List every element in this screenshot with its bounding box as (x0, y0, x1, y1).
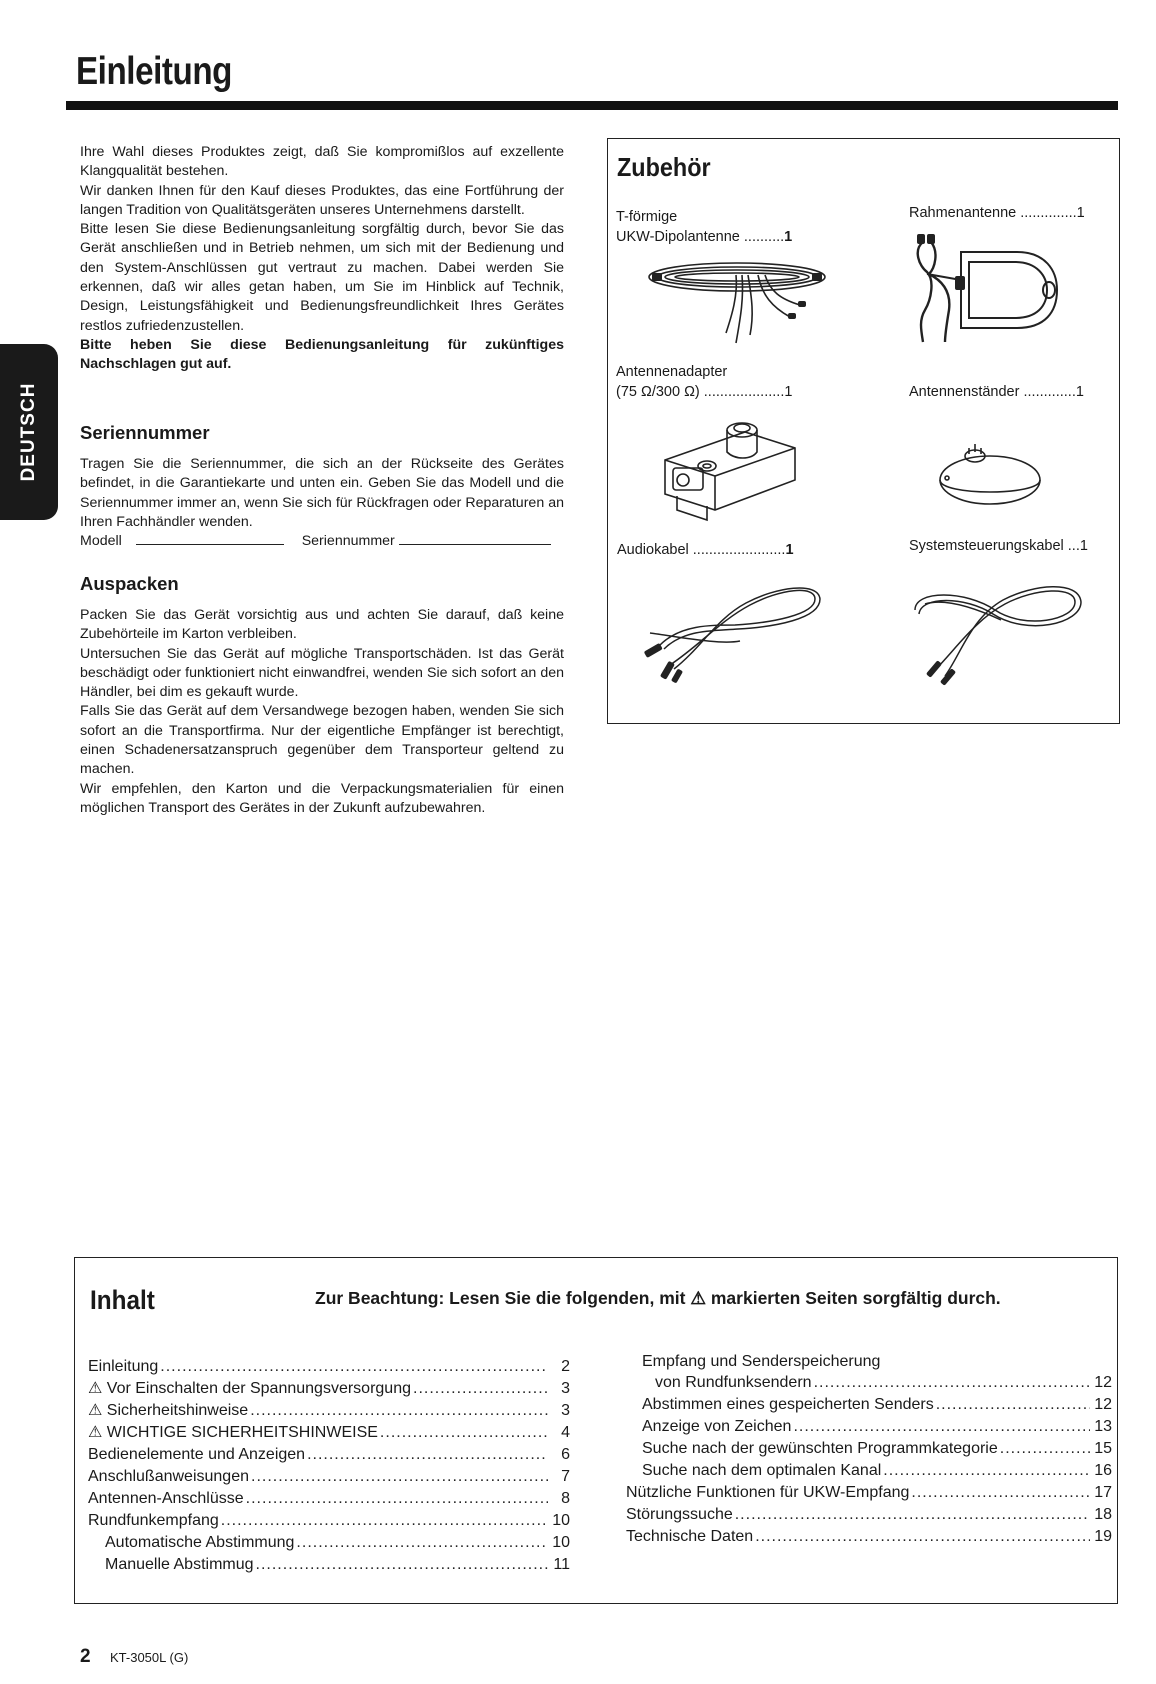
serial-section (80, 455, 564, 551)
toc-entry[interactable]: von Rundfunksendern ..... 12 (655, 1373, 1112, 1393)
accessory-loop-antenna-label: Rahmenantenne ..............1 (909, 205, 1085, 221)
system-control-cable-image (905, 580, 1090, 690)
toc-title: Inhalt (90, 1285, 155, 1315)
model-field[interactable] (136, 544, 284, 545)
intro-paragraph-3: Bitte lesen Sie diese Bedienungsanleitung sorgfältig durch, bevor Sie das Gerät anschließen und in Betrieb nehmen, um sich mit der Bedienung und den System-Anschlüssen gut vertraut zu machen. Dabei werden Sie erkennen, daß wir alles getan haben, um Sie im Hinblick auf Technik, Design, Leistungsfähigkeit und Bedienungsfreundlichkeit Ihres Gerätes restlos zufriedenzustellen. (80, 221, 564, 334)
intro-section (80, 143, 564, 375)
language-tab-label: DEUTSCH (18, 382, 39, 482)
antenna-adapter-image (655, 410, 805, 530)
language-tab (0, 344, 58, 520)
toc-entry[interactable]: Automatische Abstimmung ..... 10 (105, 1533, 570, 1553)
audio-cable-image (640, 585, 825, 695)
toc-entry[interactable]: Nützliche Funktionen für UKW-Empfang ..... 17 (626, 1483, 1112, 1503)
intro-paragraph-bold: Bitte heben Sie diese Bedienungsanleitung für zukünftiges Nachschlagen gut auf. (80, 336, 564, 373)
toc-entry[interactable]: Antennen-Anschlüsse ..... 8 (88, 1489, 570, 1509)
accessory-fm-antenna-label: T-förmige UKW-Dipolantenne ..........1 (616, 209, 793, 245)
toc-entry[interactable]: Anschlußanweisungen ..... 7 (88, 1467, 570, 1487)
accessory-antenna-adapter-label: Antennenadapter (75 Ω/300 Ω) ....................1 (616, 364, 793, 400)
serial-fill-line (80, 532, 564, 551)
serial-text: Tragen Sie die Seriennummer, die sich an der Rückseite des Gerätes befindet, in die Garantiekarte und unten ein. Geben Sie das Modell und die Seriennummer immer an, wenn Sie sich für Rückfragen oder Reparaturen an Ihren Fachhändler wenden. (80, 456, 564, 530)
serial-heading: Seriennummer (80, 422, 210, 443)
toc-entry[interactable]: Einleitung ..... 2 (88, 1357, 570, 1377)
serial-number-field[interactable] (399, 544, 551, 545)
fm-dipole-antenna-image (640, 255, 835, 350)
unpack-section (80, 606, 564, 818)
footer-model: KT-3050L (G) (110, 1650, 189, 1665)
accessory-audio-cable-label: Audiokabel .......................1 (617, 542, 794, 558)
toc-entry[interactable]: Störungssuche ..... 18 (626, 1505, 1112, 1525)
toc-entry[interactable]: Rundfunkempfang ..... 10 (88, 1511, 570, 1531)
unpack-paragraph-3: Falls Sie das Gerät auf dem Versandwege bezogen haben, wenden Sie sich sofort an die Transportfirma. Nur der eigentliche Empfänger ist berechtigt, einen Schadenersatzanspruch gegenüber dem Transporteur geltend zu machen. (80, 703, 564, 778)
model-label: Modell (80, 533, 122, 550)
unpack-heading: Auspacken (80, 573, 179, 594)
toc-entry[interactable]: Bedienelemente und Anzeigen ..... 6 (88, 1445, 570, 1465)
toc-entry[interactable]: ⚠ Vor Einschalten der Spannungsversorgung ..... 3 (88, 1379, 570, 1399)
toc-entry[interactable]: Technische Daten ..... 19 (626, 1527, 1112, 1547)
accessory-system-cable-label: Systemsteuerungskabel ...1 (909, 538, 1088, 554)
toc-note: Zur Beachtung: Lesen Sie die folgenden, mit ⚠ markierten Seiten sorgfältig durch. (315, 1288, 1001, 1308)
antenna-stand-image (935, 440, 1045, 510)
toc-entry[interactable]: Empfang und Senderspeicherung (642, 1353, 881, 1370)
page-title: Einleitung (76, 50, 232, 93)
unpack-paragraph-4: Wir empfehlen, den Karton und die Verpackungsmaterialien für einen möglichen Transport des Gerätes in der Zukunft aufzubewahren. (80, 780, 564, 816)
unpack-paragraph-2: Untersuchen Sie das Gerät auf mögliche Transportschäden. Ist das Gerät beschädigt oder funktioniert nicht einwandfrei, wenden Sie sich sofort an den Händler, bei dim es gekauft wurde. (80, 645, 564, 701)
intro-paragraph-2: Wir danken Ihnen für den Kauf dieses Produktes, das eine Fortführung der langen Tradition von Qualitätsgeräten unseres Unternehmens darstellt. (80, 182, 564, 218)
toc-entry[interactable]: Suche nach dem optimalen Kanal ..... 16 (642, 1461, 1112, 1481)
toc-entry[interactable]: Suche nach der gewünschten Programmkategorie ..... 15 (642, 1439, 1112, 1459)
toc-entry[interactable]: ⚠ WICHTIGE SICHERHEITSHINWEISE ..... 4 (88, 1423, 570, 1443)
accessory-antenna-stand-label: Antennenständer .............1 (909, 384, 1084, 400)
toc-entry[interactable]: ⚠ Sicherheitshinweise ..... 3 (88, 1401, 570, 1421)
footer-page-number: 2 (80, 1646, 91, 1667)
intro-paragraph-1: Ihre Wahl dieses Produktes zeigt, daß Sie kompromißlos auf exzellente Klangqualität bestehen. (80, 144, 564, 180)
toc-entry[interactable]: Anzeige von Zeichen ..... 13 (642, 1417, 1112, 1437)
loop-antenna-image (905, 230, 1065, 345)
unpack-paragraph-1: Packen Sie das Gerät vorsichtig aus und achten Sie darauf, daß keine Zubehörteile im Karton verbleiben. (80, 607, 564, 643)
toc-entry[interactable]: Manuelle Abstimmug ..... 11 (105, 1555, 570, 1575)
serial-number-label: Seriennummer (301, 533, 395, 550)
title-rule (66, 101, 1118, 110)
toc-entry[interactable]: Abstimmen eines gespeicherten Senders ..... 12 (642, 1395, 1112, 1415)
accessories-title: Zubehör (617, 152, 711, 182)
